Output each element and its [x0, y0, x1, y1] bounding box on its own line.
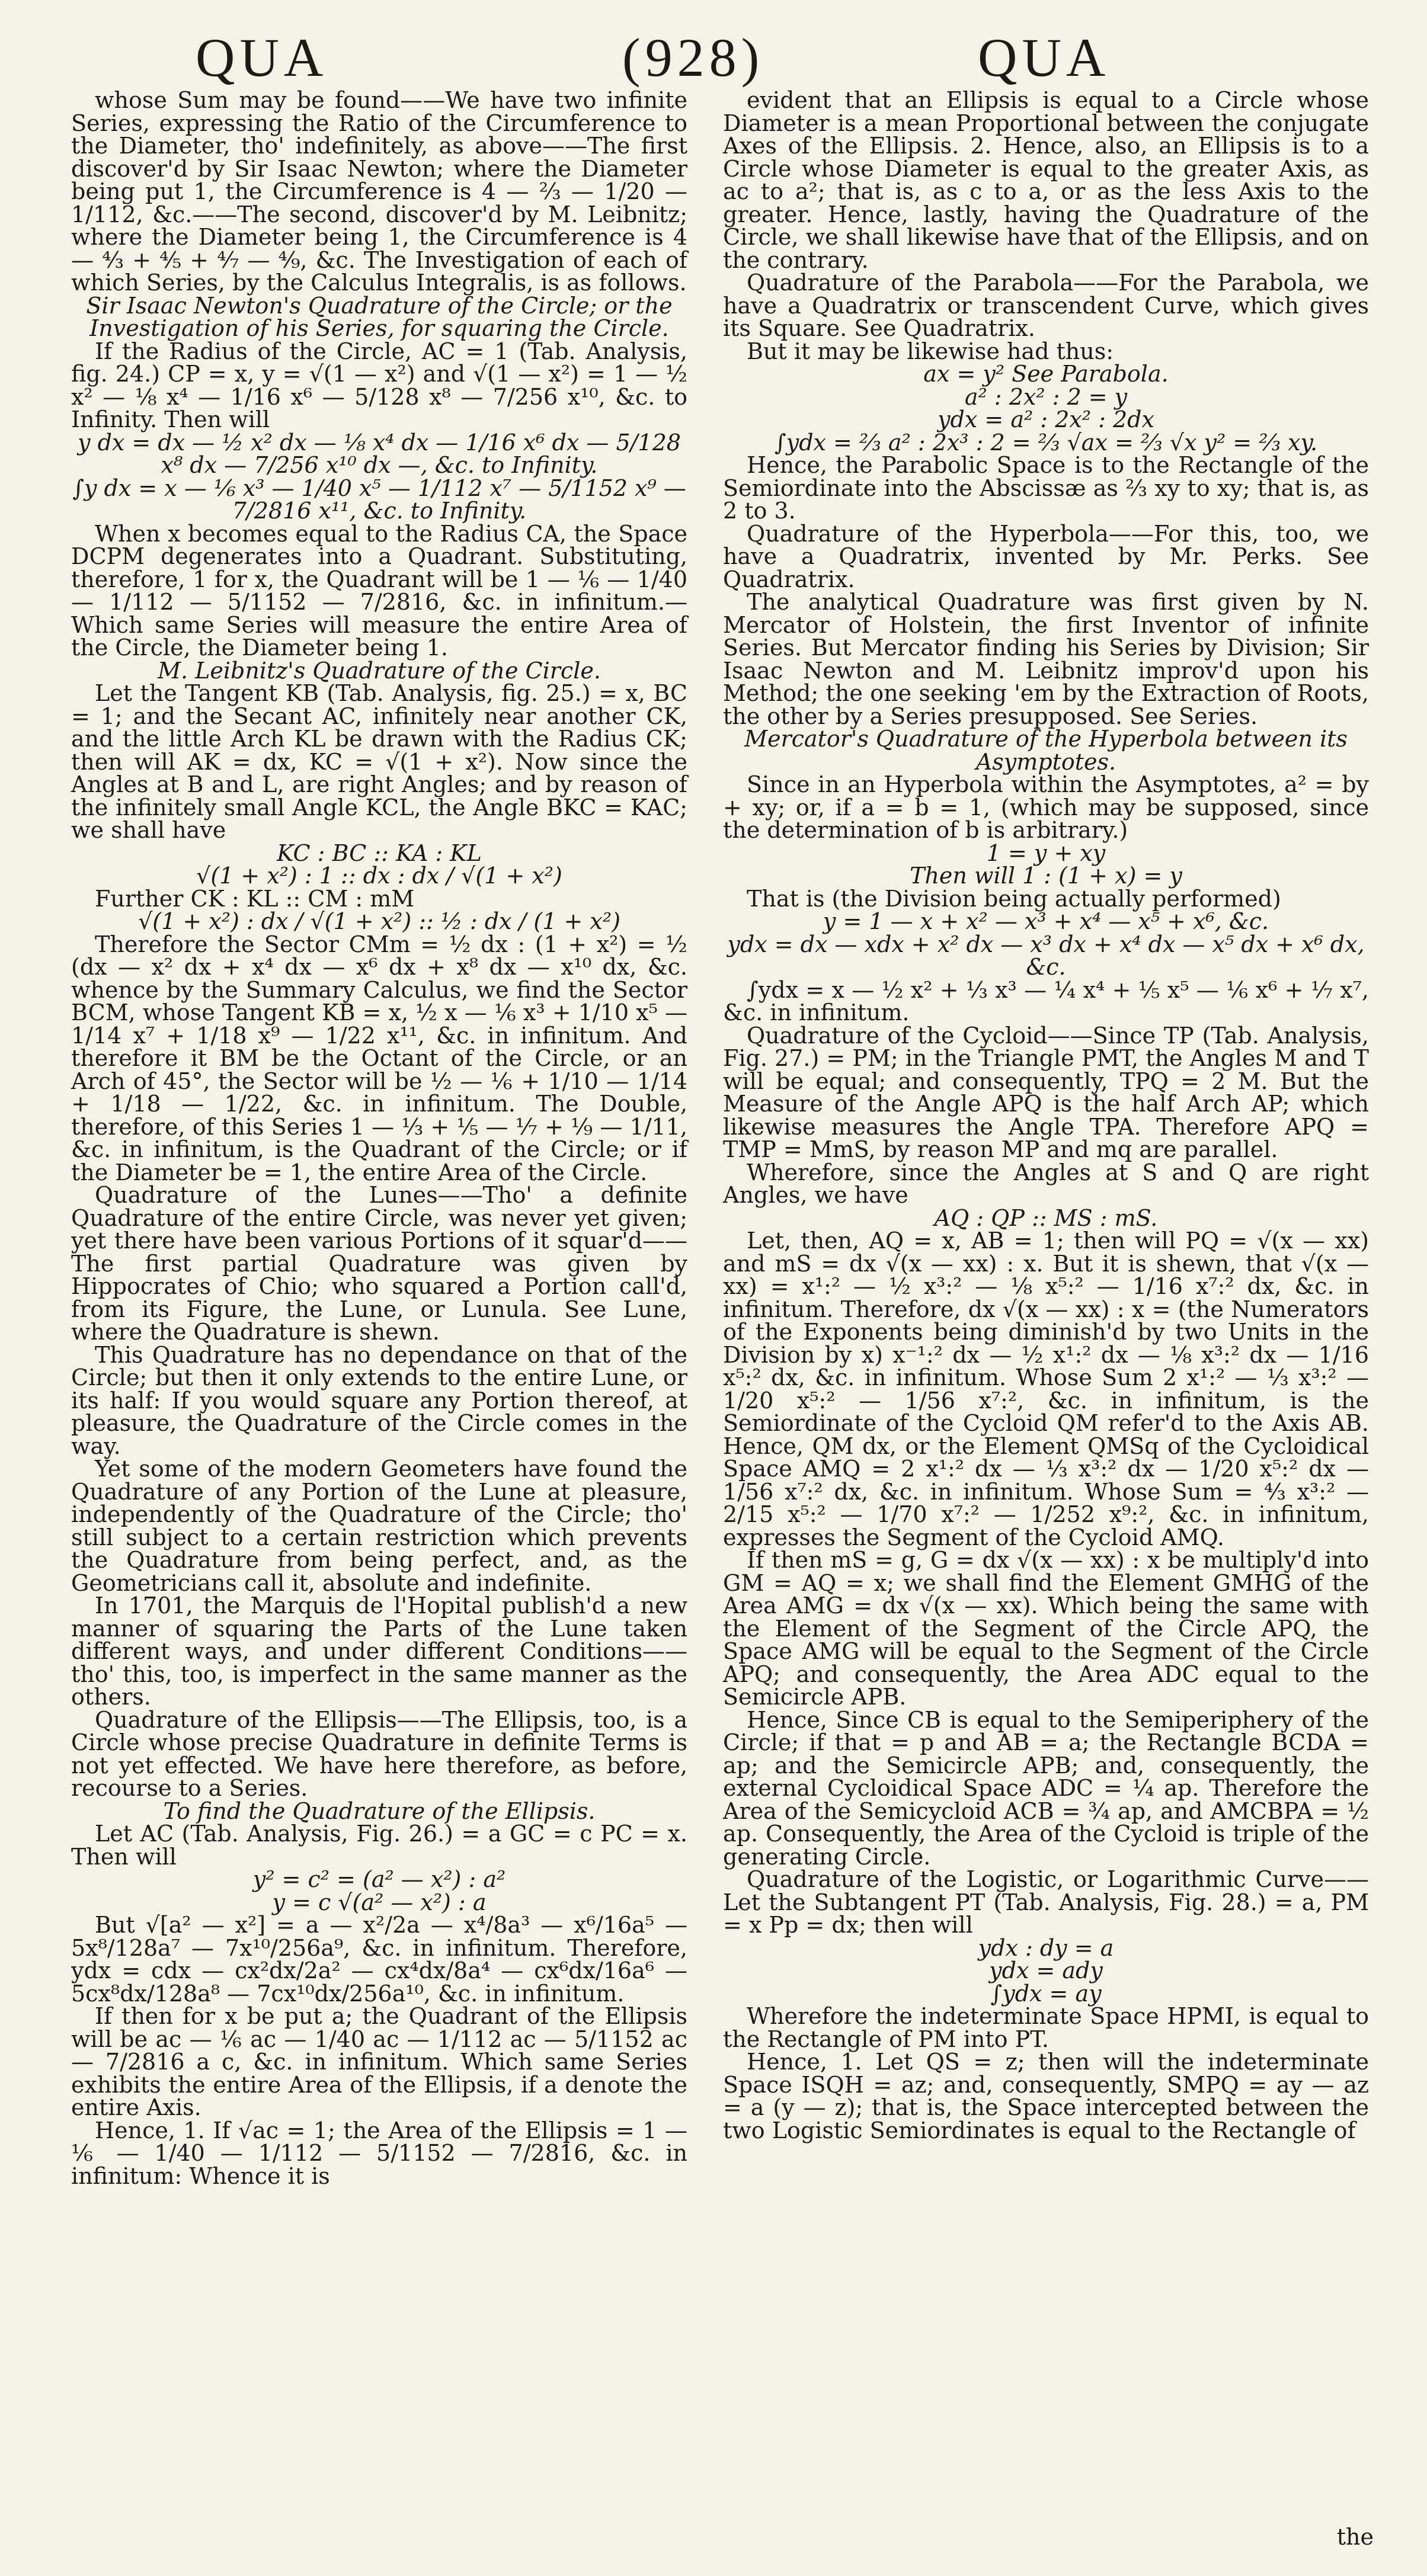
formula-line: ydx = dx — xdx + x² dx — x³ dx + x⁴ dx — x⁵ dx + x⁶ dx, &c. — [727, 931, 1365, 980]
paragraph: Therefore the Sector CMm = ½ dx : (1 + x²) = ½ (dx — x² dx + x⁴ dx — x⁶ dx + x⁸ dx — x¹⁰ dx, &c. whence by the Summary Calculus, we find the Sector BCM, whose Tangent KB = x, ½ x — ⅙ x³ + 1/10 x⁵ — 1/14 x⁷ + 1/18 x⁹ — 1/22 x¹¹, &c. in infinitum. And therefore it BM be the Octant of the Circle, or an Arch of 45°, the Sector will be ½ — ⅙ + 1/10 — 1/14 + 1/18 — 1/22, &c. in infinitum. The Double, therefore, of this Series 1 — ⅓ + ⅕ — ⅐ + ⅑ — 1/11, &c. in infinitum, is the Quadrant of the Circle; or if the Diameter be = 1, the entire Area of the Circle. — [71, 931, 687, 1186]
paragraph: whose Sum may be found——We have two infinite Series, expressing the Ratio of the Circumference to the Diameter, tho' indefinitely, as above——The first discover'd by Sir Isaac Newton; where the Diameter being put 1, the Circumference is 4 — ⅔ — 1/20 — 1/112, &c.——The second, discover'd by M. Leibnitz; where the Diameter being 1, the Circumference is 4 — ⁴⁄₃ + ⁴⁄₅ + ⁴⁄₇ — ⁴⁄₉, &c. The Investigation of each of which Series, by the Calculus Integralis, is as follows. — [71, 87, 687, 296]
page-number: (928) — [622, 27, 764, 88]
formula-line: y dx = dx — ½ x² dx — ⅛ x⁴ dx — 1/16 x⁶ dx — 5/128 x⁸ dx — 7/256 x¹⁰ dx —, &c. to Infinity. — [78, 429, 681, 478]
paragraph: Quadrature of the Parabola——For the Parabola, we have a Quadratrix or transcendent Curve, which gives its Square. See Quadratrix. — [723, 270, 1369, 341]
formula-line: ydx : dy = a — [978, 1934, 1114, 1961]
formula-line: y² = c² = (a² — x²) : a² — [252, 1866, 506, 1892]
paragraph: That is (the Division being actually performed) — [747, 885, 1281, 912]
paragraph: Quadrature of the Hyperbola——For this, too, we have a Quadratrix, invented by Mr. Perks. See Quadratrix. — [723, 520, 1369, 592]
formula-line: AQ : QP :: MS : mS. — [934, 1204, 1158, 1231]
paragraph: This Quadrature has no dependance on that of the Circle; but then it only extends to the entire Lune, or its half: If you would square any Portion thereof, at pleasure, the Quadrature of the Circle comes in the way. — [71, 1341, 687, 1459]
paragraph: Hence, the Parabolic Space is to the Rectangle of the Semiordinate into the Abscissæ as ⅔ xy to xy; that is, as 2 to 3. — [723, 452, 1369, 524]
paragraph: Let the Tangent KB (Tab. Analysis, fig. 25.) = x, BC = 1; and the Secant AC, infinitely near another CK, and the little Arch KL be drawn with the Radius CK; then will AK = dx, KC = √(1 + x²). Now since the Angles at B and L, are right Angles; and by reason of the infinitely small Angle KCL, the Angle BKC = KAC; we shall have — [71, 680, 687, 843]
formula-line: KC : BC :: KA : KL — [277, 840, 482, 866]
formula-line: ax = y² See Parabola. — [923, 361, 1169, 387]
formula-line: y = 1 — x + x² — x³ + x⁴ — x⁵ + x⁶, &c. — [823, 908, 1269, 934]
paragraph: Quadrature of the Logistic, or Logarithmic Curve——Let the Subtangent PT (Tab. Analysis, Fig. 28.) = a, PM = x Pp = dx; then will — [723, 1866, 1369, 1938]
paragraph: Hence, 1. Let QS = z; then will the indeterminate Space ISQH = az; and, consequently, SMPQ = ay — az = a (y — z); that is, the Space intercepted between the two Logistic Semiordinates is equal to the Rectangle of — [723, 2049, 1369, 2144]
section-heading: To find the Quadrature of the Ellipsis. — [163, 1798, 596, 1824]
paragraph: Quadrature of the Cycloid——Since TP (Tab. Analysis, Fig. 27.) = PM; in the Triangle PMT, the Angles M and T will be equal; and consequently, TPQ = 2 M. But the Measure of the Angle APQ is the half Arch AP; which likewise measures the Angle TPA. Therefore APQ = TMP = MmS, by reason MP and mq are parallel. — [723, 1022, 1369, 1162]
paragraph: But √[a² — x²] = a — x²/2a — x⁴/8a³ — x⁶/16a⁵ — 5x⁸/128a⁷ — 7x¹⁰/256a⁹, &c. in infinitum. Therefore, ydx = cdx — cx²dx/2a² — cx⁴dx/8a⁴ — cx⁶dx/16a⁶ — 5cx⁸dx/128a⁸ — 7cx¹⁰dx/256a¹⁰, &c. in infinitum. — [71, 1912, 687, 2007]
left-column — [71, 89, 687, 2187]
paragraph: If then mS = g, G = dx √(x — xx) : x be multiply'd into GM = AQ = x; we shall find the Element GMHG of the Area AMG = dx √(x — xx). Which being the same with the Element of the Segment of the Circle APQ, the Space AMG will be equal to the Segment of the Circle APQ; and consequently, the Area ADC equal to the Semicircle APB. — [723, 1547, 1369, 1710]
paragraph: Further CK : KL :: CM : mM — [95, 885, 415, 912]
paragraph: Quadrature of the Ellipsis——The Ellipsis, too, is a Circle whose precise Quadrature in definite Terms is not yet effected. We have here therefore, as before, recourse to a Series. — [71, 1706, 687, 1801]
formula-line: a² : 2x² : 2 = y — [964, 383, 1128, 410]
paragraph: But it may be likewise had thus: — [747, 338, 1114, 364]
running-head-left: QUA — [196, 27, 328, 88]
paragraph: evident that an Ellipsis is equal to a Circle whose Diameter is a mean Proportional between the conjugate Axes of the Ellipsis. 2. Hence, also, an Ellipsis is to a Circle whose Diameter is equal to the greater Axis, as ac to a²; that is, as c to a, or as the less Axis to the greater. Hence, lastly, having the Quadrature of the Circle, we shall likewise have that of the Ellipsis, and on the contrary. — [723, 87, 1369, 273]
formula-line: ∫ydx = ⅔ a² : 2x³ : 2 = ⅔ √ax = ⅔ √x y² = ⅔ xy. — [774, 429, 1318, 456]
paragraph: Let, then, AQ = x, AB = 1; then will PQ = √(x — xx) and mS = dx √(x — xx) : x. But it is shewn, that √(x — xx) = x¹:² — ½ x³:² — ⅛ x⁵:² — 1/16 x⁷:² dx, &c. in infinitum. Therefore, dx √(x — xx) : x = (the Numerators of the Exponents being diminish'd by two Units in the Division by x) x⁻¹:² dx — ½ x¹:² dx — ⅛ x³:² dx — 1/16 x⁵:² dx, &c. in infinitum. Whose Sum 2 x¹:² — ⅓ x³:² — 1/20 x⁵:² — 1/56 x⁷:², &c. in infinitum, is the Semiordinate of the Cycloid QM refer'd to the Axis AB. Hence, QM dx, or the Element QMSq of the Cycloidical Space AMQ = 2 x¹:² dx — ⅓ x³:² dx — 1/20 x⁵:² dx — 1/56 x⁷:² dx, &c. in infinitum. Whose Sum = ⁴⁄₃ x³:² — 2/15 x⁵:² — 1/70 x⁷:² — 1/252 x⁹:², &c. in infinitum, expresses the Segment of the Cycloid AMQ. — [723, 1228, 1369, 1550]
formula-line: ydx = ady — [989, 1957, 1103, 1984]
formula-line: ydx = a² : 2x² : 2dx — [938, 406, 1154, 432]
paragraph: The analytical Quadrature was first given by N. Mercator of Holstein, the first Inventor of infinite Series. But Mercator finding his Series by Division; Sir Isaac Newton and M. Leibnitz improv'd upon his Method; the one seeking 'em by the Extraction of Roots, the other by a Series presupposed. See Series. — [723, 589, 1369, 729]
paragraph: Hence, 1. If √ac = 1; the Area of the Ellipsis = 1 — ⅙ — 1/40 — 1/112 — 5/1152 — 7/2816, &c. in infinitum: Whence it is — [71, 2117, 687, 2189]
paragraph: Wherefore, since the Angles at S and Q are right Angles, we have — [723, 1159, 1369, 1208]
formula-line: ∫y dx = x — ⅙ x³ — 1/40 x⁵ — 1/112 x⁷ — 5/1152 x⁹ — 7/2816 x¹¹, &c. to Infinity. — [72, 475, 686, 524]
paragraph: If the Radius of the Circle, AC = 1 (Tab. Analysis, fig. 24.) CP = x, y = √(1 — x²) and √(1 — x²) = 1 — ½ x² — ⅛ x⁴ — 1/16 x⁶ — 5/128 x⁸ — 7/256 x¹⁰, &c. to Infinity. Then will — [71, 338, 687, 432]
formula-line: 1 = y + xy — [986, 840, 1106, 866]
paragraph: In 1701, the Marquis de l'Hopital publish'd a new manner of squaring the Parts of the Lune taken different ways, and under different Conditions——tho' this, too, is imperfect in the same manner as the others. — [71, 1593, 687, 1710]
paragraph: If then for x be put a; the Quadrant of the Ellipsis will be ac — ⅙ ac — 1/40 ac — 1/112 ac — 5/1152 ac — 7/2816 a c, &c. in infinitum. Which same Series exhibits the entire Area of the Ellipsis, if a denote the entire Axis. — [71, 2003, 687, 2120]
section-heading: Sir Isaac Newton's Quadrature of the Circle; or the Investigation of his Series, for squaring the Circle. — [86, 292, 673, 341]
paragraph: ∫ydx = x — ½ x² + ⅓ x³ — ¼ x⁴ + ⅕ x⁵ — ⅙ x⁶ + ⅐ x⁷, &c. in infinitum. — [723, 976, 1369, 1026]
paragraph: When x becomes equal to the Radius CA, the Space DCPM degenerates into a Quadrant. Substituting, therefore, 1 for x, the Quadrant will be 1 — ⅙ — 1/40 — 1/112 — 5/1152 — 7/2816, &c. in infinitum.—Which same Series will measure the entire Area of the Circle, the Diameter being 1. — [71, 520, 687, 661]
paragraph: Wherefore the indeterminate Space HPMI, is equal to the Rectangle of PM into PT. — [723, 2003, 1369, 2052]
paragraph: Yet some of the modern Geometers have found the Quadrature of any Portion of the Lune at pleasure, independently of the Quadrature of the Circle; tho' still subject to a certain restriction which prevents the Quadrature from being perfect, and, as the Geometricians call it, absolute and indefinite. — [71, 1456, 687, 1596]
formula-line: y = c √(a² — x²) : a — [272, 1889, 487, 1915]
section-heading: Mercator's Quadrature of the Hyperbola between its Asymptotes. — [744, 726, 1348, 775]
formula-line: √(1 + x²) : 1 :: dx : dx / √(1 + x²) — [196, 863, 562, 889]
running-head-right: QUA — [978, 27, 1111, 88]
paragraph: Since in an Hyperbola within the Asymptotes, a² = by + xy; or, if a = b = 1, (which may be supposed, since the determination of b is arbitrary.) — [723, 771, 1369, 843]
formula-line: Then will 1 : (1 + x) = y — [910, 863, 1182, 889]
paragraph: Quadrature of the Lunes——Tho' a definite Quadrature of the entire Circle, was never yet given; yet there have been various Portions of it squar'd——The first partial Quadrature was given by Hippocrates of Chio; who squared a Portion call'd, from its Figure, the Lune, or Lunula. See Lune, where the Quadrature is shewn. — [71, 1182, 687, 1345]
formula-line: ∫ydx = ay — [990, 1980, 1102, 2007]
section-heading: M. Leibnitz's Quadrature of the Circle. — [158, 657, 601, 684]
catchword: the — [1336, 2524, 1374, 2550]
formula-line: √(1 + x²) : dx / √(1 + x²) :: ½ : dx / (1 + x²) — [138, 908, 620, 934]
right-column — [723, 89, 1369, 2142]
paragraph: Let AC (Tab. Analysis, Fig. 26.) = a GC = c PC = x. Then will — [71, 1821, 687, 1870]
paragraph: Hence, Since CB is equal to the Semiperiphery of the Circle; if that = p and AB = a; the Rectangle BCDA = ap; and the Semicircle APB; and, consequently, the external Cycloidical Space ADC = ¼ ap. Therefore the Area of the Semicycloid ACB = ¾ ap, and AMCBPA = ½ ap. Consequently, the Area of the Cycloid is triple of the generating Circle. — [723, 1706, 1369, 1870]
